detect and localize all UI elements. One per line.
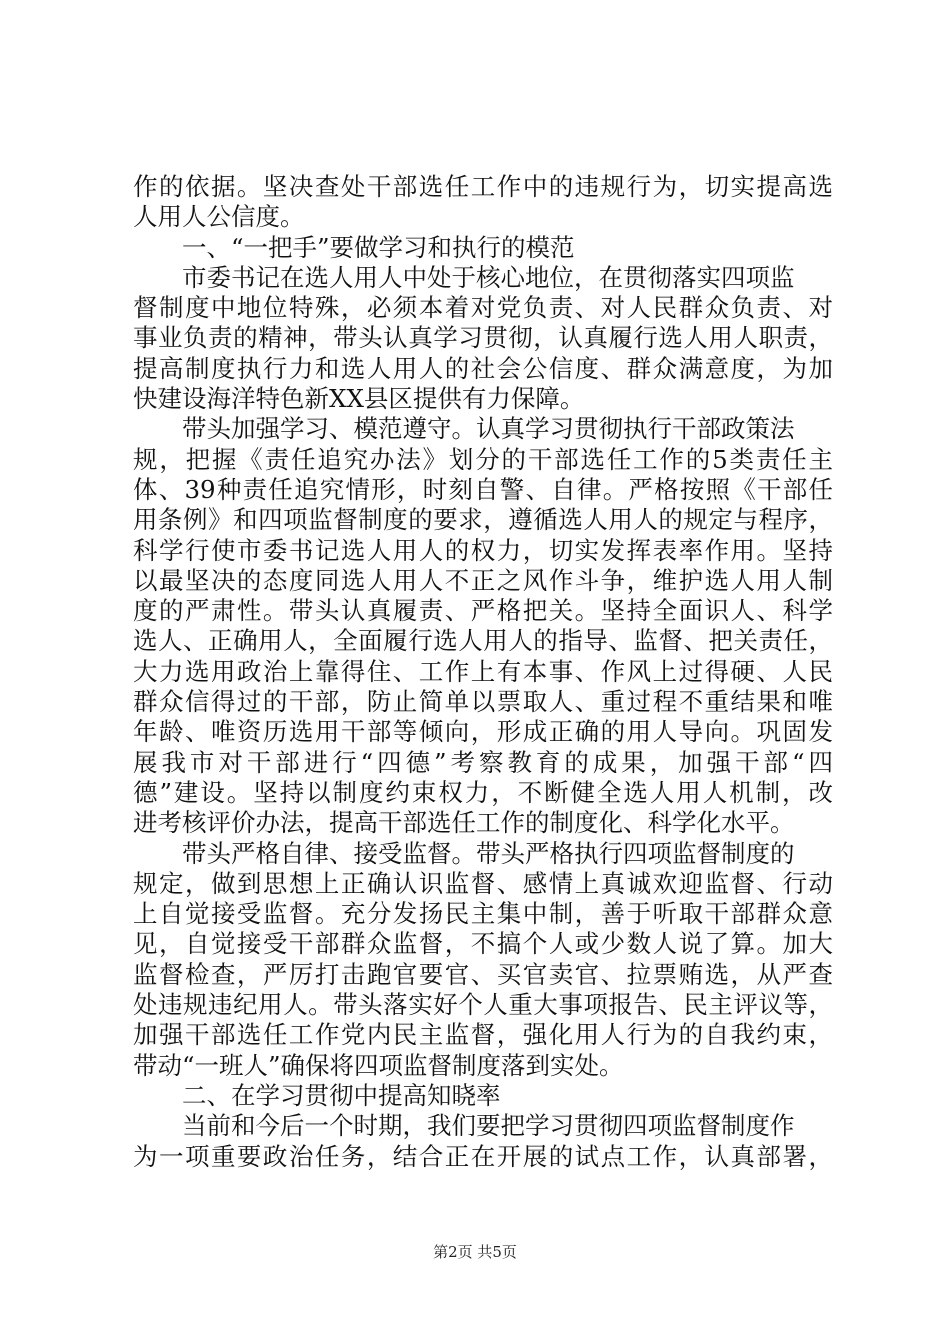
text-line: 市委书记在选人用人中处于核心地位，在贯彻落实四项监 bbox=[182, 262, 795, 292]
text-line: 规定，做到思想上正确认识监督、感情上真诚欢迎监督、行动 bbox=[133, 868, 833, 898]
text-line: 当前和今后一个时期，我们要把学习贯彻四项监督制度作 bbox=[182, 1111, 795, 1141]
text-line: 见，自觉接受干部群众监督，不搞个人或少数人说了算。加大 bbox=[133, 929, 833, 959]
text-line: 以最坚决的态度同选人用人不正之风作斗争，维护选人用人制 bbox=[133, 565, 833, 595]
text-line: 提高制度执行力和选人用人的社会公信度、群众满意度，为加 bbox=[133, 353, 833, 383]
section-heading: 二、在学习贯彻中提高知晓率 bbox=[182, 1080, 501, 1110]
text-line: 德”建设。坚持以制度约束权力，不断健全选人用人机制，改 bbox=[133, 777, 833, 807]
text-line: 带头加强学习、模范遵守。认真学习贯彻执行干部政策法 bbox=[182, 414, 795, 444]
text-line: 上自觉接受监督。充分发扬民主集中制，善于听取干部群众意 bbox=[133, 899, 833, 929]
text-line: 进考核评价办法，提高干部选任工作的制度化、科学化水平。 bbox=[133, 808, 795, 838]
text-line: 科学行使市委书记选人用人的权力，切实发挥表率作用。坚持 bbox=[133, 535, 833, 565]
text-line: 监督检查，严厉打击跑官要官、买官卖官、拉票贿选，从严查 bbox=[133, 959, 833, 989]
text-line: 大力选用政治上靠得住、工作上有本事、作风上过得硬、人民 bbox=[133, 656, 833, 686]
text-line: 作的依据。坚决查处干部选任工作中的违规行为，切实提高选 bbox=[133, 172, 833, 201]
text-line: 展我市对干部进行“四德”考察教育的成果，加强干部“四 bbox=[133, 747, 833, 777]
text-line: 带动“一班人”确保将四项监督制度落到实处。 bbox=[133, 1050, 624, 1080]
text-line: 年龄、唯资历选用干部等倾向，形成正确的用人导向。巩固发 bbox=[133, 717, 833, 747]
text-line: 用条例》和四项监督制度的要求，遵循选人用人的规定与程序， bbox=[133, 505, 833, 535]
document-body bbox=[133, 172, 833, 1172]
text-line: 为一项重要政治任务，结合正在开展的试点工作，认真部署， bbox=[133, 1141, 833, 1171]
text-line: 督制度中地位特殊，必须本着对党负责、对人民群众负责、对 bbox=[133, 293, 833, 323]
text-line: 快建设海洋特色新XX县区提供有力保障。 bbox=[133, 384, 585, 414]
section-heading: 一、“一把手”要做学习和执行的模范 bbox=[182, 232, 575, 262]
text-line: 人用人公信度。 bbox=[133, 202, 305, 232]
page-number-footer: 第2页 共5页 bbox=[433, 1243, 517, 1261]
text-line: 带头严格自律、接受监督。带头严格执行四项监督制度的 bbox=[182, 838, 795, 868]
text-line: 处违规违纪用人。带头落实好个人重大事项报告、民主评议等， bbox=[133, 990, 833, 1020]
text-line: 度的严肃性。带头认真履责、严格把关。坚持全面识人、科学 bbox=[133, 596, 833, 626]
text-line: 选人、正确用人，全面履行选人用人的指导、监督、把关责任， bbox=[133, 626, 833, 656]
text-line: 规，把握《责任追究办法》划分的干部选任工作的5类责任主 bbox=[133, 444, 833, 474]
text-line: 事业负责的精神，带头认真学习贯彻，认真履行选人用人职责， bbox=[133, 323, 833, 353]
text-line: 体、39种责任追究情形，时刻自警、自律。严格按照《干部任 bbox=[133, 474, 833, 504]
text-line: 群众信得过的干部，防止简单以票取人、重过程不重结果和唯 bbox=[133, 687, 833, 717]
text-line: 加强干部选任工作党内民主监督，强化用人行为的自我约束， bbox=[133, 1020, 833, 1050]
